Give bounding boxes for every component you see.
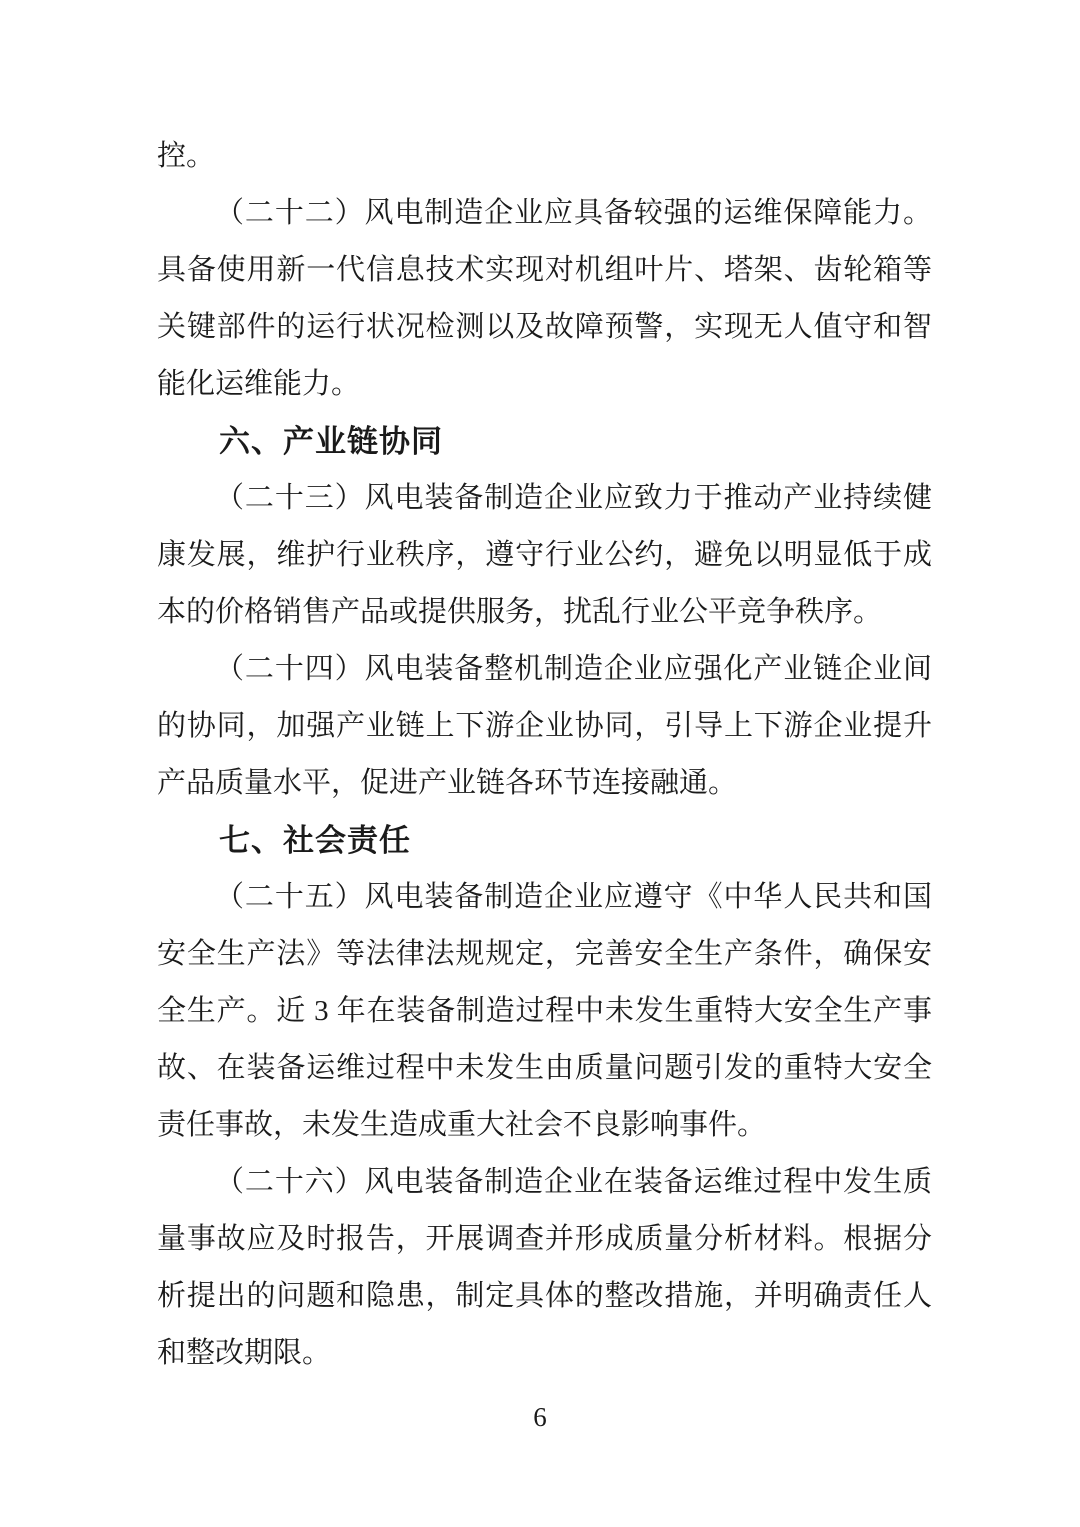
page-body (157, 128, 932, 1382)
paragraph-23-line: 本的价格销售产品或提供服务，扰乱行业公平竞争秩序。 (157, 596, 883, 628)
paragraph-23-line: （二十三）风电装备制造企业应致力于推动产业持续健 (215, 482, 932, 514)
paragraph-22-line: （二十二）风电制造企业应具备较强的运维保障能力。 (215, 197, 932, 229)
paragraph-24-line: 的协同，加强产业链上下游企业协同，引导上下游企业提升 (157, 710, 932, 742)
paragraph-25-line: 安全生产法》等法律法规规定，完善安全生产条件，确保安 (157, 938, 932, 970)
paragraph-22-line: 关键部件的运行状况检测以及故障预警，实现无人值守和智 (157, 311, 932, 343)
paragraph-26-line: 和整改期限。 (157, 1337, 332, 1369)
paragraph-25-line: 全生产。近 3 年在装备制造过程中未发生重特大安全生产事 (157, 995, 932, 1027)
text-line: 控。 (157, 140, 216, 172)
paragraph-22-line: 具备使用新一代信息技术实现对机组叶片、塔架、齿轮箱等 (157, 254, 932, 286)
section-heading-6: 六、产业链协同 (219, 424, 443, 459)
paragraph-25-line: 责任事故，未发生造成重大社会不良影响事件。 (157, 1109, 767, 1141)
paragraph-26-line: 量事故应及时报告，开展调查并形成质量分析材料。根据分 (157, 1223, 932, 1255)
paragraph-24-line: 产品质量水平，促进产业链各环节连接融通。 (157, 767, 738, 799)
paragraph-26-line: 析提出的问题和隐患，制定具体的整改措施，并明确责任人 (157, 1280, 932, 1312)
section-heading-7: 七、社会责任 (219, 823, 411, 858)
paragraph-24-line: （二十四）风电装备整机制造企业应强化产业链企业间 (215, 653, 932, 685)
paragraph-23-line: 康发展，维护行业秩序，遵守行业公约，避免以明显低于成 (157, 539, 932, 571)
paragraph-25-line: （二十五）风电装备制造企业应遵守《中华人民共和国 (215, 881, 932, 913)
page-number: 6 (533, 1402, 547, 1432)
paragraph-26-line: （二十六）风电装备制造企业在装备运维过程中发生质 (215, 1166, 932, 1198)
paragraph-25-line: 故、在装备运维过程中未发生由质量问题引发的重特大安全 (157, 1052, 932, 1084)
paragraph-22-line: 能化运维能力。 (157, 368, 361, 400)
